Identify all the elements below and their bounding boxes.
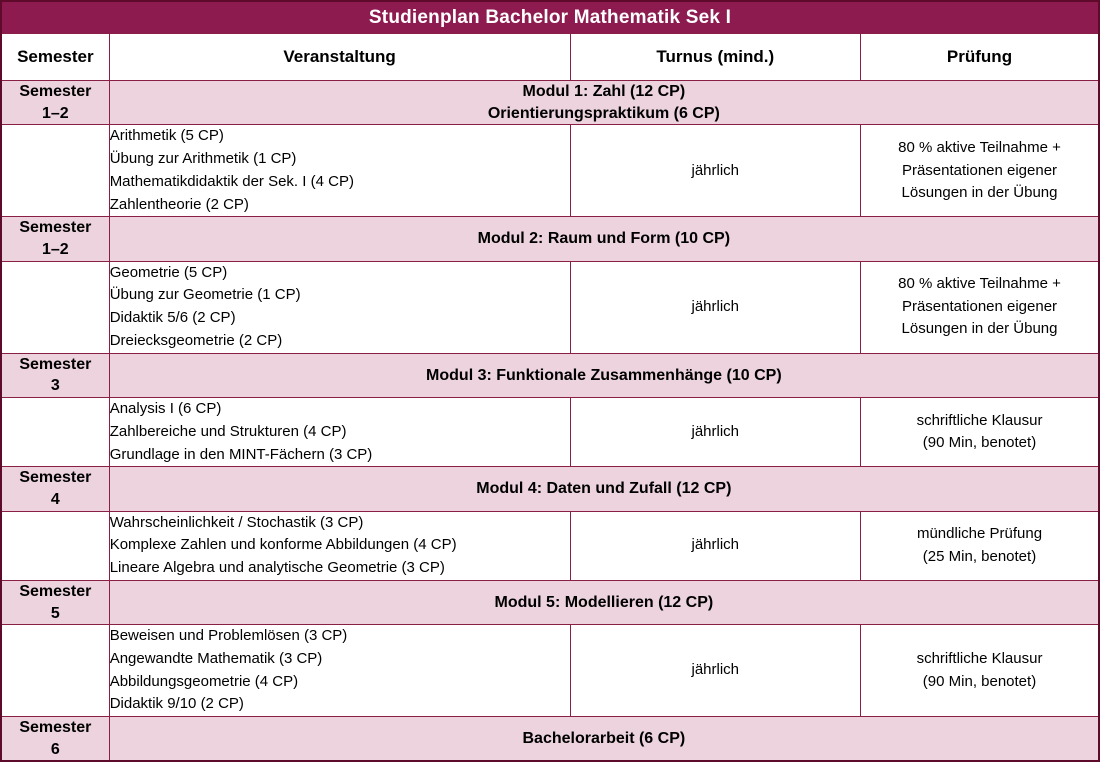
course-list	[109, 625, 570, 717]
course-item: Wahrscheinlichkeit / Stochastik (3 CP)	[109, 513, 364, 531]
turnus-value: jährlich	[570, 397, 861, 466]
pruefung-line: Lösungen in der Übung	[901, 184, 1058, 202]
semester-label: Semester 3	[1, 353, 109, 397]
semester-label: Semester 1–2	[1, 81, 109, 125]
semester-spacer-cell	[1, 261, 109, 353]
course-item: Didaktik 9/10 (2 CP)	[109, 695, 244, 713]
module-title: Modul 1: Zahl (12 CP) Orientierungspraktikum (6 CP)	[109, 81, 1099, 125]
semester-spacer-cell	[1, 625, 109, 717]
course-item: Abbildungsgeometrie (4 CP)	[109, 672, 299, 690]
course-item: Lineare Algebra und analytische Geometrie (3 CP)	[109, 559, 445, 577]
module-title: Bachelorarbeit (6 CP)	[109, 717, 1099, 762]
module-header-row	[1, 467, 1099, 511]
pruefung-value	[861, 511, 1099, 580]
pruefung-line: (90 Min, benotet)	[922, 434, 1037, 452]
semester-spacer-cell	[1, 125, 109, 217]
pruefung-line: Präsentationen eigener	[901, 297, 1058, 315]
semester-spacer-cell	[1, 511, 109, 580]
module-header-row	[1, 217, 1099, 261]
course-list	[109, 261, 570, 353]
module-detail-row	[1, 261, 1099, 353]
course-list	[109, 511, 570, 580]
turnus-value: jährlich	[570, 625, 861, 717]
column-header-turnus: Turnus (mind.)	[570, 34, 861, 81]
course-item: Zahlbereiche und Strukturen (4 CP)	[109, 422, 347, 440]
turnus-value: jährlich	[570, 261, 861, 353]
course-item: Mathematikdidaktik der Sek. I (4 CP)	[109, 172, 354, 190]
column-header-veranstaltung: Veranstaltung	[109, 34, 570, 81]
pruefung-line: (90 Min, benotet)	[922, 672, 1037, 690]
column-header-pruefung: Prüfung	[861, 34, 1099, 81]
pruefung-line: 80 % aktive Teilnahme +	[898, 275, 1061, 293]
pruefung-line: Lösungen in der Übung	[901, 320, 1058, 338]
semester-label: Semester 5	[1, 580, 109, 624]
module-header-row	[1, 353, 1099, 397]
course-list	[109, 397, 570, 466]
course-item: Zahlentheorie (2 CP)	[109, 195, 249, 213]
course-item: Dreiecksgeometrie (2 CP)	[109, 331, 283, 349]
pruefung-line: mündliche Prüfung	[916, 525, 1043, 543]
final-module-row	[1, 717, 1099, 762]
pruefung-value	[861, 397, 1099, 466]
table-header-row	[1, 34, 1099, 81]
semester-label: Semester 4	[1, 467, 109, 511]
course-item: Analysis I (6 CP)	[109, 399, 222, 417]
pruefung-line: Präsentationen eigener	[901, 161, 1058, 179]
turnus-value: jährlich	[570, 125, 861, 217]
course-item: Angewandte Mathematik (3 CP)	[109, 649, 323, 667]
turnus-value: jährlich	[570, 511, 861, 580]
table-title-row	[1, 1, 1099, 34]
module-title: Modul 3: Funktionale Zusammenhänge (10 CP)	[109, 353, 1099, 397]
pruefung-line: 80 % aktive Teilnahme +	[898, 139, 1061, 157]
course-item: Übung zur Geometrie (1 CP)	[109, 286, 301, 304]
column-header-semester: Semester	[1, 34, 109, 81]
module-title: Modul 5: Modellieren (12 CP)	[109, 580, 1099, 624]
semester-label: Semester 6	[1, 717, 109, 762]
semester-label: Semester 1–2	[1, 217, 109, 261]
course-item: Grundlage in den MINT-Fächern (3 CP)	[109, 445, 373, 463]
module-detail-row	[1, 511, 1099, 580]
module-detail-row	[1, 125, 1099, 217]
pruefung-value	[861, 261, 1099, 353]
course-item: Geometrie (5 CP)	[109, 263, 228, 281]
module-header-row	[1, 580, 1099, 624]
page-title: Studienplan Bachelor Mathematik Sek I	[1, 1, 1099, 34]
course-item: Komplexe Zahlen und konforme Abbildungen (4 CP)	[109, 536, 457, 554]
pruefung-line: schriftliche Klausur	[916, 411, 1043, 429]
semester-spacer-cell	[1, 397, 109, 466]
course-item: Übung zur Arithmetik (1 CP)	[109, 149, 297, 167]
module-detail-row	[1, 397, 1099, 466]
pruefung-value	[861, 625, 1099, 717]
module-header-row	[1, 81, 1099, 125]
module-title: Modul 2: Raum und Form (10 CP)	[109, 217, 1099, 261]
course-item: Didaktik 5/6 (2 CP)	[109, 309, 236, 327]
course-item: Arithmetik (5 CP)	[109, 127, 224, 145]
pruefung-line: schriftliche Klausur	[916, 650, 1043, 668]
module-title: Modul 4: Daten und Zufall (12 CP)	[109, 467, 1099, 511]
pruefung-value	[861, 125, 1099, 217]
pruefung-line: (25 Min, benotet)	[922, 547, 1037, 565]
course-item: Beweisen und Problemlösen (3 CP)	[109, 627, 348, 645]
course-list	[109, 125, 570, 217]
module-detail-row	[1, 625, 1099, 717]
